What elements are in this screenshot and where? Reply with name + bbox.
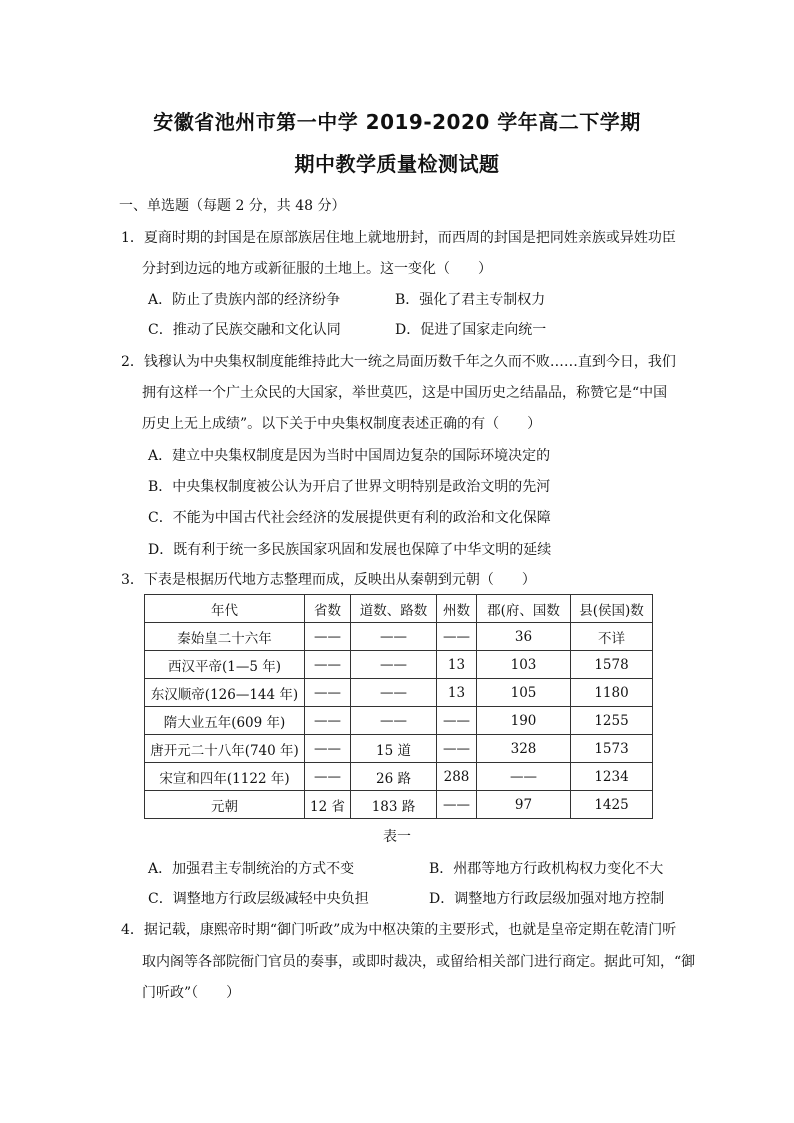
table-cell: ——: [437, 623, 477, 651]
q1-stem-line2: 分封到边远的地方或新征服的土地上。这一变化（ ）: [142, 261, 492, 277]
q2-stem-line3: 历史上无上成绩”。以下关于中央集权制度表述正确的有（ ）: [142, 416, 542, 432]
table-row: [145, 651, 653, 679]
q2-option-d: D．既有利于统一多民族国家巩固和发展也保障了中华文明的延续: [148, 542, 552, 558]
q1-stem-line1: 1．夏商时期的封国是在原部族居住地上就地册封，而西周的封国是把同姓亲族或异姓功臣: [121, 230, 676, 246]
table-header-cell: 年代: [145, 595, 305, 623]
q3-option-d: D．调整地方行政层级加强对地方控制: [429, 891, 665, 907]
table-cell: ——: [305, 735, 351, 763]
q2-option-a: A．建立中央集权制度是因为当时中国周边复杂的国际环境决定的: [148, 448, 551, 464]
table-cell: 元朝: [145, 791, 305, 819]
table-header-row: [145, 595, 653, 623]
table-cell: 12 省: [305, 791, 351, 819]
q1-option-c: C．推动了民族交融和文化认同: [148, 322, 341, 338]
table-cell: 97: [477, 791, 571, 819]
table-cell: 328: [477, 735, 571, 763]
table-row: [145, 791, 653, 819]
table-header-cell: 省数: [305, 595, 351, 623]
table-cell: 1573: [571, 735, 653, 763]
q2-stem-line1: 2．钱穆认为中央集权制度能维持此大一统之局面历数千年之久而不败……直到今日，我们: [121, 354, 676, 370]
q3-option-a: A．加强君主专制统治的方式不变: [148, 861, 355, 877]
table-cell: 不详: [571, 623, 653, 651]
table-cell: 唐开元二十八年(740 年): [145, 735, 305, 763]
table-cell: 36: [477, 623, 571, 651]
table-cell: 1578: [571, 651, 653, 679]
table-cell: ——: [437, 735, 477, 763]
q3-option-b: B．州郡等地方行政机构权力变化不大: [429, 861, 664, 877]
table-cell: ——: [305, 623, 351, 651]
exam-title-line1: 安徽省池州市第一中学 2019-2020 学年高二下学期: [153, 110, 641, 134]
table-header-cell: 州数: [437, 595, 477, 623]
table-cell: 15 道: [351, 735, 437, 763]
q3-stem: 3．下表是根据历代地方志整理而成，反映出从秦朝到元朝（ ）: [121, 572, 536, 588]
table-header-cell: 郡(府、国数: [477, 595, 571, 623]
table-cell: 103: [477, 651, 571, 679]
table-cell: ——: [351, 651, 437, 679]
table-cell: ——: [351, 679, 437, 707]
q2-option-c: C．不能为中国古代社会经济的发展提供更有利的政治和文化保障: [148, 510, 551, 526]
table-cell: 西汉平帝(1—5 年): [145, 651, 305, 679]
table-cell: 183 路: [351, 791, 437, 819]
table-cell: 288: [437, 763, 477, 791]
table-cell: ——: [437, 791, 477, 819]
table-caption: 表一: [383, 829, 411, 845]
table-row: [145, 623, 653, 651]
q1-option-a: A．防止了贵族内部的经济纷争: [148, 292, 341, 308]
section-heading: 一、单选题（每题 2 分，共 48 分）: [119, 198, 346, 214]
table-cell: 1255: [571, 707, 653, 735]
exam-title-line2: 期中教学质量检测试题: [294, 152, 500, 176]
table-cell: 隋大业五年(609 年): [145, 707, 305, 735]
table-header-cell: 道数、路数: [351, 595, 437, 623]
table-row: [145, 735, 653, 763]
table-cell: ——: [351, 707, 437, 735]
table-cell: ——: [305, 679, 351, 707]
q2-option-b: B．中央集权制度被公认为开启了世界文明特别是政治文明的先河: [148, 479, 551, 495]
q4-stem-line2: 取内阁等各部院衙门官员的奏事，或即时裁决，或留给相关部门进行商定。据此可知，“御: [142, 954, 696, 970]
table-cell: ——: [477, 763, 571, 791]
q3-option-c: C．调整地方行政层级减轻中央负担: [148, 891, 369, 907]
table-cell: 宋宣和四年(1122 年): [145, 763, 305, 791]
q2-stem-line2: 拥有这样一个广土众民的大国家，举世莫匹，这是中国历史之结晶品，称赞它是“中国: [142, 385, 668, 401]
q4-stem-line1: 4．据记载，康熙帝时期“御门听政”成为中枢决策的主要形式，也就是皇帝定期在乾清门听: [121, 922, 677, 938]
table-cell: 东汉顺帝(126—144 年): [145, 679, 305, 707]
table-cell: 13: [437, 651, 477, 679]
q4-stem-line3: 门听政”（ ）: [142, 985, 241, 1001]
table-row: [145, 679, 653, 707]
table-cell: 190: [477, 707, 571, 735]
table-cell: ——: [305, 651, 351, 679]
table-cell: 1234: [571, 763, 653, 791]
q1-option-b: B．强化了君主专制权力: [395, 292, 546, 308]
table-cell: ——: [305, 707, 351, 735]
table-cell: 13: [437, 679, 477, 707]
table-cell: 1425: [571, 791, 653, 819]
table-row: [145, 763, 653, 791]
q3-data-table: [144, 594, 653, 819]
table-row: [145, 707, 653, 735]
table-cell: ——: [351, 623, 437, 651]
table-header-cell: 县(侯国)数: [571, 595, 653, 623]
table-cell: 105: [477, 679, 571, 707]
table-cell: ——: [305, 763, 351, 791]
table-cell: ——: [437, 707, 477, 735]
table-cell: 秦始皇二十六年: [145, 623, 305, 651]
table-cell: 1180: [571, 679, 653, 707]
table-cell: 26 路: [351, 763, 437, 791]
q1-option-d: D．促进了国家走向统一: [395, 322, 547, 338]
